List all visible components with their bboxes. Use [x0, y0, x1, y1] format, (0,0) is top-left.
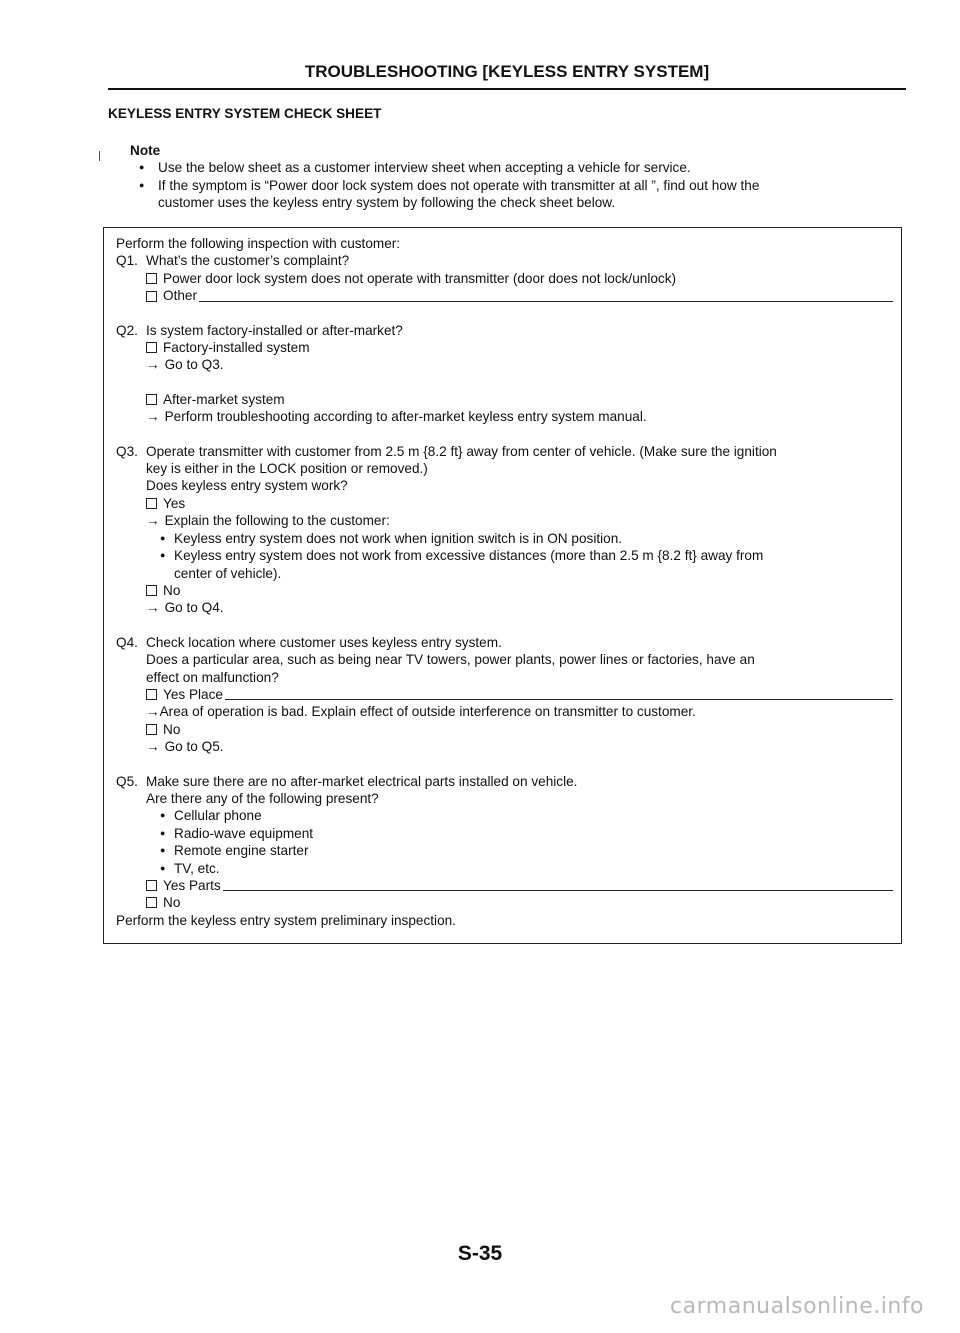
q4-yes-result: [116, 703, 893, 720]
q3-bullet-continuation: center of vehicle).: [174, 565, 282, 581]
q5-bullet: ● TV, etc.: [116, 860, 893, 877]
question-number: Q2.: [116, 322, 138, 338]
question-q5: [116, 773, 893, 790]
checkbox-icon[interactable]: [146, 394, 157, 405]
q4-option-yes-place: [116, 686, 893, 703]
checkbox-icon[interactable]: [146, 689, 157, 700]
option-label: Yes Place: [163, 686, 223, 702]
checkbox-icon[interactable]: [146, 291, 157, 302]
question-q2: [116, 322, 893, 339]
result-text: Explain the following to the customer:: [164, 513, 390, 529]
write-in-line[interactable]: [223, 890, 893, 891]
question-q3: [116, 443, 893, 460]
checkbox-icon[interactable]: [146, 897, 157, 908]
q5-option-no: [116, 894, 893, 911]
option-label: Yes Parts: [163, 878, 221, 893]
q4-option-no: [116, 721, 893, 738]
q1-option-other: [116, 287, 893, 304]
question-number: Q4.: [116, 634, 138, 650]
q4-no-result: [116, 738, 893, 755]
option-label: Power door lock system does not operate with transmitter (door does not lock/unlock): [163, 270, 677, 286]
option-label: No: [163, 721, 181, 737]
question-text-continuation: Does keyless entry system work?: [146, 478, 348, 494]
question-text-continuation: Are there any of the following present?: [146, 790, 379, 806]
checkbox-icon[interactable]: [146, 880, 157, 891]
question-text-continuation: Does a particular area, such as being near TV towers, power plants, power lines or factories, have an: [146, 652, 755, 668]
check-sheet-form: [103, 227, 902, 944]
header-rule: [108, 88, 906, 90]
option-label: Yes: [163, 495, 186, 511]
option-label: After-market system: [163, 391, 285, 407]
note-item: ● If the symptom is “Power door lock system does not operate with transmitter at all ”, find out how the: [130, 177, 890, 194]
note-item-continuation: customer uses the keyless entry system by following the check sheet below.: [158, 195, 616, 211]
question-text-continuation: key is either in the LOCK position or removed.): [146, 461, 428, 477]
q3-option-yes: [116, 495, 893, 512]
note-block: [130, 142, 890, 212]
result-text: Perform troubleshooting according to after-market keyless entry system manual.: [164, 409, 647, 425]
page-header-title: TROUBLESHOOTING [KEYLESS ENTRY SYSTEM]: [304, 62, 710, 81]
arrow-right-icon: →: [146, 600, 160, 616]
q5-bullet: ● Cellular phone: [116, 807, 893, 824]
q2-factory-result: [116, 356, 893, 373]
q2-option-factory: [116, 339, 893, 356]
result-text: Go to Q4.: [164, 600, 224, 616]
q3-yes-result: [116, 512, 893, 529]
option-label: No: [163, 895, 181, 911]
arrow-right-icon: →: [146, 739, 160, 755]
write-in-line[interactable]: [199, 301, 893, 302]
note-title: Note: [130, 143, 161, 158]
q3-bullet: ● Keyless entry system does not work from excessive distances (more than 2.5 m {8.2 ft} away from: [116, 547, 893, 564]
q3-no-result: [116, 599, 893, 616]
question-text: Operate transmitter with customer from 2.5 m {8.2 ft} away from center of vehicle. (Make sure the ignition: [146, 443, 777, 459]
question-text: What’s the customer’s complaint?: [146, 253, 350, 269]
checkbox-icon[interactable]: [146, 724, 157, 735]
q3-bullet: ● Keyless entry system does not work when ignition switch is in ON position.: [116, 530, 893, 547]
question-text: Make sure there are no after-market electrical parts installed on vehicle.: [146, 773, 578, 789]
arrow-right-icon: →: [146, 513, 160, 529]
note-item: ● Use the below sheet as a customer interview sheet when accepting a vehicle for service.: [130, 159, 890, 176]
option-label: Factory-installed system: [163, 340, 310, 356]
question-text-continuation: effect on malfunction?: [146, 669, 279, 685]
arrow-right-icon: →: [146, 704, 160, 720]
q2-option-aftermarket: [116, 391, 893, 408]
option-label: Other: [163, 288, 197, 304]
option-label: No: [163, 582, 181, 598]
q5-option-yes-parts: [116, 877, 893, 894]
question-number: Q1.: [116, 253, 138, 269]
result-text: Area of operation is bad. Explain effect of outside interference on transmitter to customer.: [159, 704, 696, 720]
margin-mark: [99, 151, 100, 161]
result-text: Go to Q5.: [164, 739, 224, 755]
form-closing: Perform the keyless entry system preliminary inspection.: [116, 912, 456, 928]
write-in-line[interactable]: [225, 699, 893, 700]
result-text: Go to Q3.: [164, 357, 224, 373]
checkbox-icon[interactable]: [146, 342, 157, 353]
checkbox-icon[interactable]: [146, 273, 157, 284]
checkbox-icon[interactable]: [146, 498, 157, 509]
arrow-right-icon: →: [146, 409, 160, 425]
q5-bullet: ● Radio-wave equipment: [116, 825, 893, 842]
question-text: Check location where customer uses keyless entry system.: [146, 634, 502, 650]
arrow-right-icon: →: [146, 357, 160, 373]
checkbox-icon[interactable]: [146, 585, 157, 596]
sheet-title: KEYLESS ENTRY SYSTEM CHECK SHEET: [108, 106, 382, 121]
q2-aftermarket-result: [116, 408, 893, 425]
question-number: Q3.: [116, 443, 138, 459]
question-number: Q5.: [116, 773, 138, 789]
question-q4: [116, 634, 893, 651]
question-q1: [116, 252, 893, 269]
q1-option-power-door: [116, 270, 893, 287]
q3-option-no: [116, 582, 893, 599]
q5-bullet: ● Remote engine starter: [116, 842, 893, 859]
form-intro: Perform the following inspection with customer:: [116, 236, 401, 251]
question-text: Is system factory-installed or after-market?: [146, 322, 403, 338]
note-list: [130, 159, 890, 194]
watermark: carmanualsonline.info: [670, 1294, 924, 1319]
page-number: S-35: [457, 1242, 503, 1265]
